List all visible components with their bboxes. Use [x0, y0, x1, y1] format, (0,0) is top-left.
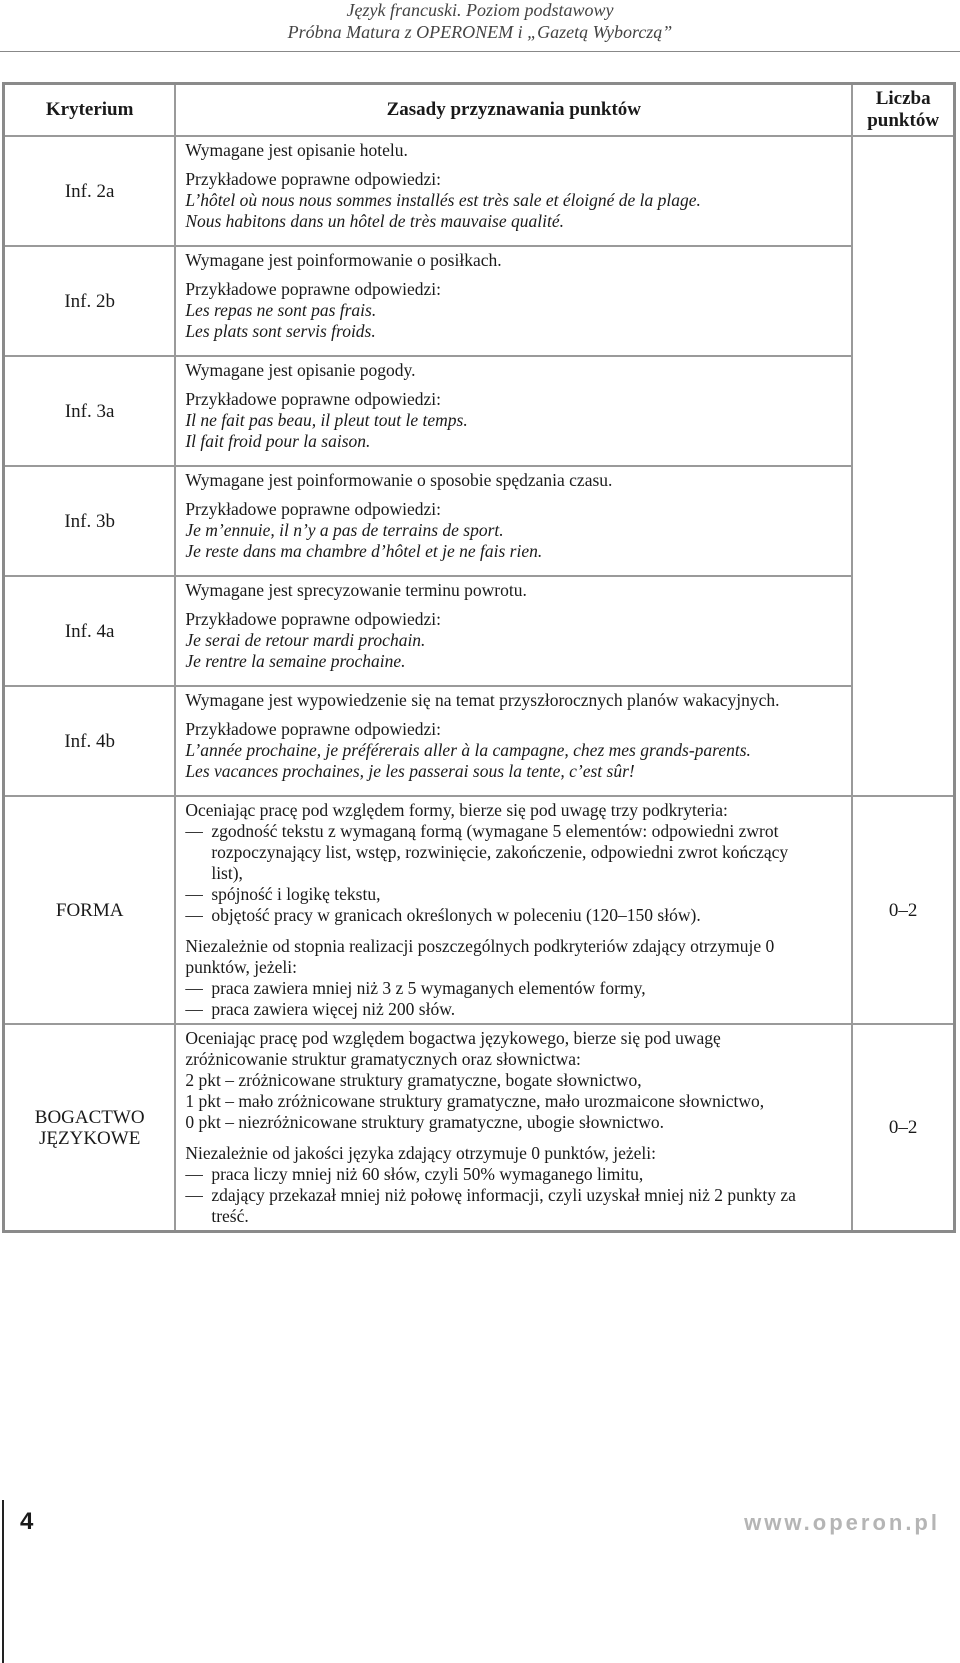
- header-exam: Próbna Matura z OPERONEM i „Gazetą Wyborczą”: [287, 22, 673, 42]
- forma-intro: Oceniając pracę pod względem formy, bierze się pod uwagę trzy podkryteria:: [185, 800, 728, 820]
- table-header-row: [4, 84, 955, 137]
- requirement-text: Wymagane jest poinformowanie o posiłkach.: [185, 250, 502, 270]
- criterion-label-line: BOGACTWO: [34, 1106, 145, 1128]
- criterion-label-line: JĘZYKOWE: [39, 1127, 141, 1149]
- requirement-text: Wymagane jest wypowiedzenie się na temat przyszłorocznych planów wakacyjnych.: [185, 690, 780, 710]
- criterion-label: Inf. 4a: [4, 576, 176, 686]
- points-empty-cell: [852, 136, 954, 796]
- requirement-text: Wymagane jest poinformowanie o sposobie spędzania czasu.: [185, 470, 613, 490]
- forma-subcriterion: — spójność i logikę tekstu,: [185, 884, 811, 905]
- criterion-label: Inf. 3a: [4, 356, 176, 466]
- example-text: Je m’ennuie, il n’y a pas de terrains de sport.: [185, 520, 504, 540]
- scoring-table: [2, 82, 956, 1233]
- criterion-label: Inf. 4b: [4, 686, 176, 796]
- bogactwo-level: 0 pkt – niezróżnicowane struktury gramatyczne, ubogie słownictwo.: [185, 1112, 665, 1132]
- table-row: [4, 246, 955, 356]
- example-text: Je reste dans ma chambre d’hôtel et je ne fais rien.: [185, 541, 543, 561]
- table-row: [4, 136, 955, 246]
- forma-zero-rule: Niezależnie od stopnia realizacji poszczególnych podkryteriów zdający otrzymuje 0 punktów, jeżeli:: [185, 936, 775, 977]
- header-subject: Język francuski. Poziom podstawowy: [346, 0, 614, 20]
- example-text: Je rentre la semaine prochaine.: [185, 651, 406, 671]
- criterion-label: Inf. 2b: [4, 246, 176, 356]
- criterion-label: Inf. 3b: [4, 466, 176, 576]
- table-row: [4, 466, 955, 576]
- table-row-forma: [4, 796, 955, 1024]
- criterion-label: Inf. 2a: [4, 136, 176, 246]
- example-text: Nous habitons dans un hôtel de très mauvaise qualité.: [185, 211, 564, 231]
- criterion-label-bogactwo: [4, 1024, 176, 1232]
- example-text: Les vacances prochaines, je les passerai sous la tente, c’est sûr!: [185, 761, 635, 781]
- example-text: Je serai de retour mardi prochain.: [185, 630, 426, 650]
- rule-cell: [175, 136, 852, 246]
- bogactwo-zero-condition: — praca liczy mniej niż 60 słów, czyli 50% wymaganego limitu,: [185, 1164, 811, 1185]
- rule-cell: [175, 576, 852, 686]
- example-label: Przykładowe poprawne odpowiedzi:: [185, 719, 441, 739]
- table-row: [4, 356, 955, 466]
- forma-zero-condition: — praca zawiera więcej niż 200 słów.: [185, 999, 811, 1020]
- footer-divider: [2, 1500, 4, 1663]
- rule-cell-bogactwo: [175, 1024, 852, 1232]
- forma-zero-condition: — praca zawiera mniej niż 3 z 5 wymaganych elementów formy,: [185, 978, 811, 999]
- example-text: L’année prochaine, je préférerais aller à la campagne, chez mes grands-parents.: [185, 740, 751, 760]
- rule-cell: [175, 246, 852, 356]
- points-forma: 0–2: [852, 796, 954, 1024]
- rule-cell: [175, 466, 852, 576]
- bogactwo-zero-rule: Niezależnie od jakości języka zdający otrzymuje 0 punktów, jeżeli:: [185, 1143, 657, 1163]
- publisher-site: www.operon.pl: [744, 1510, 940, 1535]
- example-label: Przykładowe poprawne odpowiedzi:: [185, 499, 441, 519]
- rule-cell: [175, 356, 852, 466]
- example-text: Les repas ne sont pas frais.: [185, 300, 377, 320]
- example-text: Il ne fait pas beau, il pleut tout le temps.: [185, 410, 468, 430]
- header-liczba: Liczba punktów: [852, 84, 954, 137]
- criterion-label-forma: FORMA: [4, 796, 176, 1024]
- example-text: Il fait froid pour la saison.: [185, 431, 371, 451]
- bogactwo-level: 2 pkt – zróżnicowane struktury gramatyczne, bogate słownictwo,: [185, 1070, 642, 1090]
- example-label: Przykładowe poprawne odpowiedzi:: [185, 609, 441, 629]
- bogactwo-level: 1 pkt – mało zróżnicowane struktury gramatyczne, mało urozmaicone słownictwo,: [185, 1091, 765, 1111]
- table-row: [4, 576, 955, 686]
- example-label: Przykładowe poprawne odpowiedzi:: [185, 279, 441, 299]
- forma-subcriterion: — zgodność tekstu z wymaganą formą (wymagane 5 elementów: odpowiedni zwrot rozpoczynający list, wstęp, rozwinięcie, zakończenie, odpowiedni zwrot kończący list),: [185, 821, 811, 884]
- header-divider: [0, 51, 960, 52]
- requirement-text: Wymagane jest opisanie pogody.: [185, 360, 416, 380]
- example-text: Les plats sont servis froids.: [185, 321, 376, 341]
- points-bogactwo: 0–2: [852, 1024, 954, 1232]
- bogactwo-intro: Oceniając pracę pod względem bogactwa językowego, bierze się pod uwagę zróżnicowanie struktur gramatycznych oraz słownictwa:: [185, 1028, 721, 1069]
- rule-cell-forma: [175, 796, 852, 1024]
- header-zasady: Zasady przyznawania punktów: [175, 84, 852, 137]
- header-kryterium: Kryterium: [4, 84, 176, 137]
- page-number: 4: [20, 1508, 34, 1535]
- requirement-text: Wymagane jest sprecyzowanie terminu powrotu.: [185, 580, 527, 600]
- table-row: [4, 686, 955, 796]
- requirement-text: Wymagane jest opisanie hotelu.: [185, 140, 408, 160]
- forma-subcriterion: — objętość pracy w granicach określonych w poleceniu (120–150 słów).: [185, 905, 811, 926]
- table-row-bogactwo: [4, 1024, 955, 1232]
- example-label: Przykładowe poprawne odpowiedzi:: [185, 169, 441, 189]
- example-label: Przykładowe poprawne odpowiedzi:: [185, 389, 441, 409]
- bogactwo-zero-condition: — zdający przekazał mniej niż połowę informacji, czyli uzyskał mniej niż 2 punkty za treść.: [185, 1185, 811, 1227]
- example-text: L’hôtel où nous nous sommes installés est très sale et éloigné de la plage.: [185, 190, 701, 210]
- rule-cell: [175, 686, 852, 796]
